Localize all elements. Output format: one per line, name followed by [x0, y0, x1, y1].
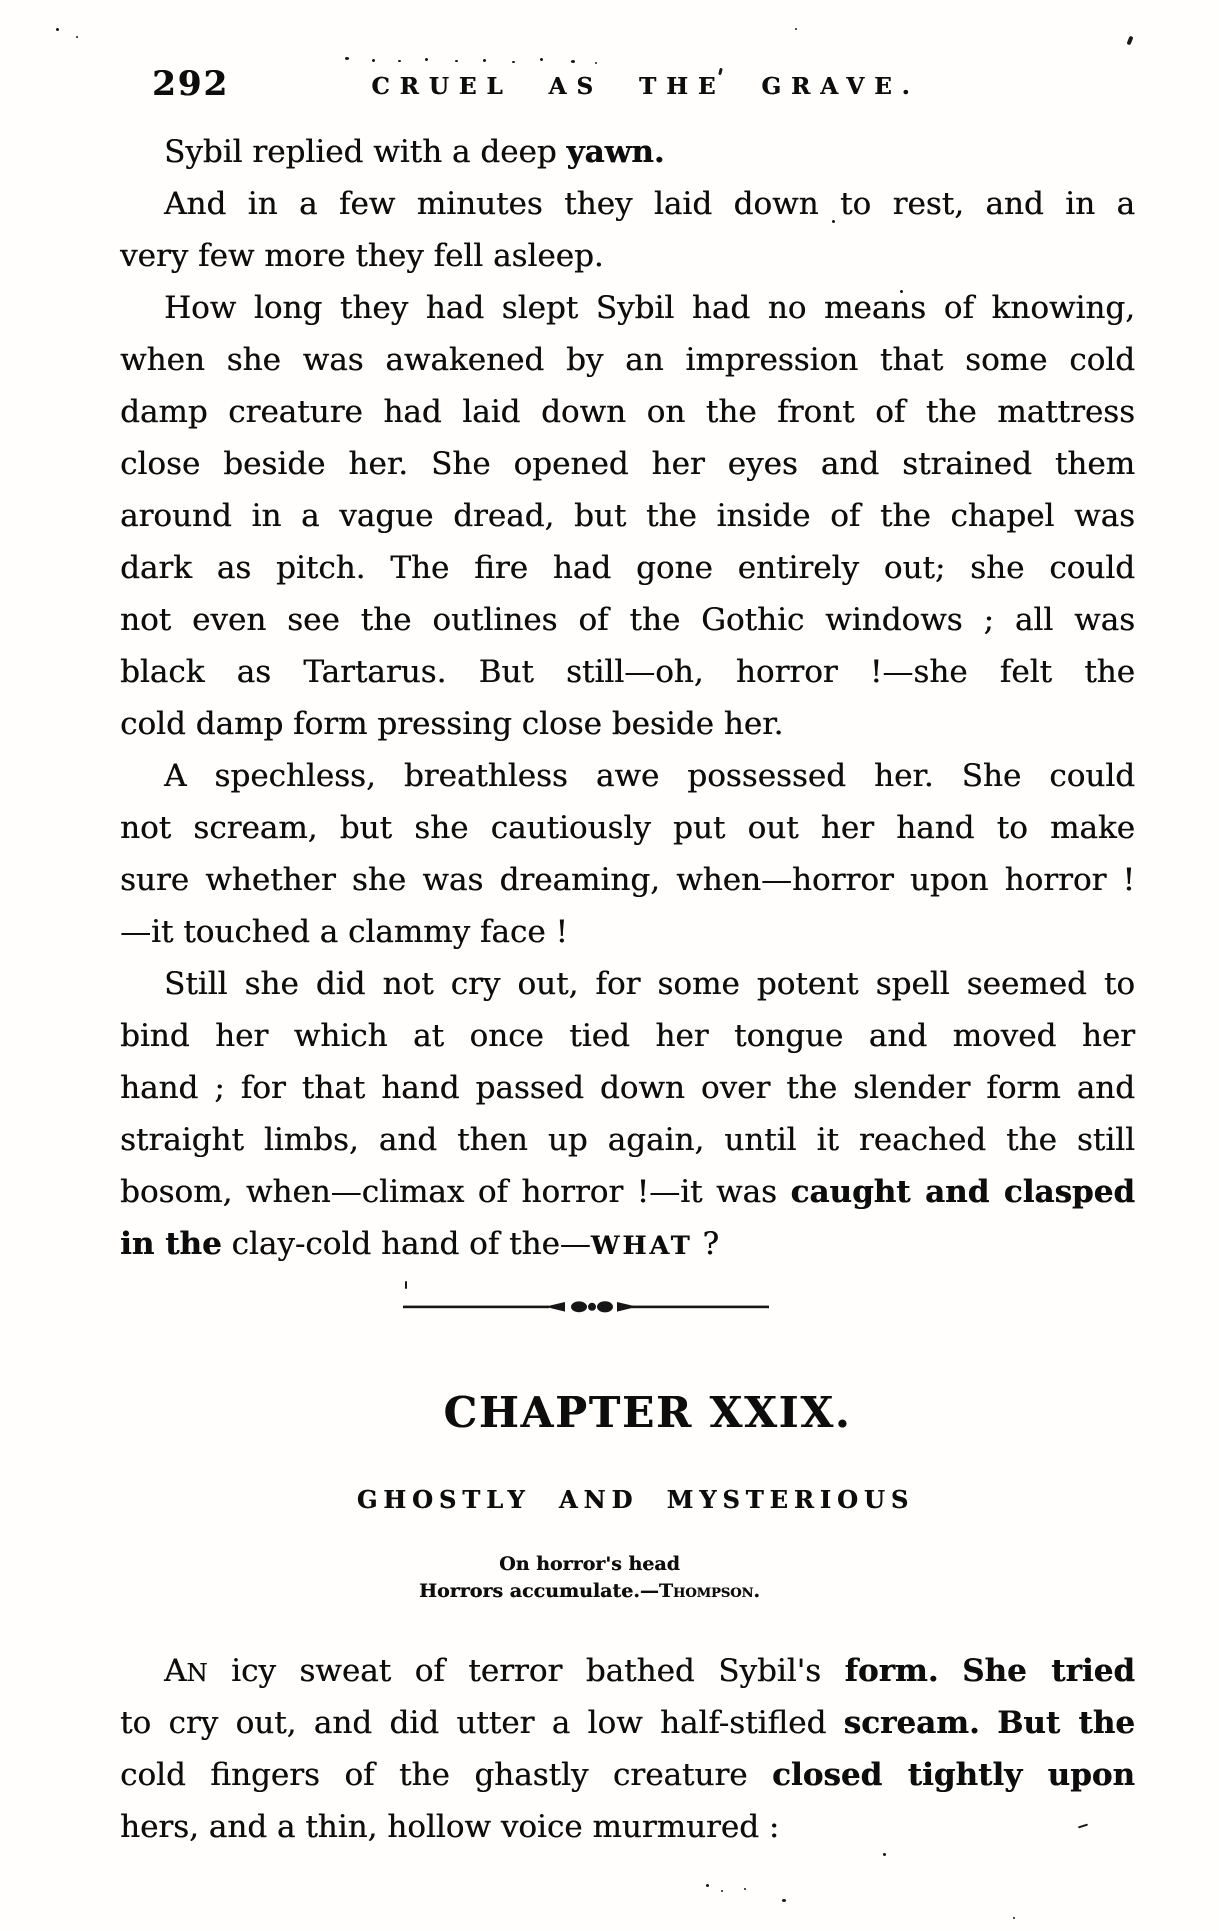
scan-speck	[512, 61, 515, 63]
text-segment: A	[164, 1653, 187, 1689]
text-segment: when she was awakened by an impression that some cold	[120, 342, 1135, 378]
text-line	[120, 958, 1135, 1010]
section-divider	[78, 1299, 1093, 1315]
scan-speck	[345, 57, 349, 60]
text-segment: Thompson.	[658, 1580, 760, 1602]
text-line	[120, 1010, 1135, 1062]
scan-speck	[455, 60, 458, 62]
text-segment: cold fingers of the ghastly creature	[120, 1757, 773, 1793]
scan-speck	[76, 36, 78, 38]
text-segment: in the	[120, 1226, 222, 1262]
scan-speck	[425, 58, 428, 61]
text-line	[120, 490, 1135, 542]
text-segment: close beside her. She opened her eyes and strained them	[120, 446, 1135, 482]
text-segment: Sybil replied with a deep	[164, 134, 567, 170]
epigraph-line	[82, 1578, 1097, 1605]
epigraph-line	[82, 1551, 1097, 1578]
text-line	[120, 1166, 1135, 1218]
scan-speck	[1013, 1917, 1015, 1919]
text-segment: straight limbs, and then up again, until it reached the still	[120, 1122, 1135, 1158]
paragraph	[120, 1645, 1135, 1853]
text-line	[120, 542, 1135, 594]
text-segment: cold damp form pressing close beside her.	[120, 706, 784, 742]
scan-speck	[540, 58, 543, 61]
chapter-epigraph	[82, 1551, 1097, 1605]
page-number: 292	[152, 64, 229, 104]
scan-speck	[1126, 36, 1133, 46]
scan-speck	[744, 1888, 746, 1890]
text-segment: Still she did not cry out, for some potent spell seemed to	[164, 966, 1135, 1002]
text-segment: She tried	[962, 1653, 1135, 1689]
text-segment: scream.	[843, 1705, 980, 1741]
text-segment: to cry out, and did utter a low half-stifled	[120, 1705, 844, 1741]
running-title: CRUEL AS THE GRAVE.	[371, 73, 920, 100]
scan-speck	[795, 28, 797, 30]
text-line	[120, 594, 1135, 646]
text-segment: N	[186, 1659, 208, 1687]
text-line	[120, 802, 1135, 854]
text-line	[120, 178, 1135, 230]
text-line	[120, 1218, 1135, 1270]
scan-speck	[883, 1853, 886, 1856]
text-segment: bosom, when—climax of horror !—it was	[120, 1174, 791, 1210]
text-segment: How long they had slept Sybil had no means of knowing,	[164, 290, 1135, 326]
scan-speck	[483, 59, 486, 62]
text-line	[120, 698, 1135, 750]
text-block	[120, 126, 1135, 1853]
chapter-title: CHAPTER XXIX.	[443, 1388, 852, 1437]
text-segment: icy sweat of terror bathed Sybil's	[207, 1653, 845, 1689]
text-line	[120, 646, 1135, 698]
text-segment: sure whether she was dreaming, when—horror upon horror !	[120, 862, 1135, 898]
text-segment: not even see the outlines of the Gothic windows ; all was	[120, 602, 1135, 638]
body-paragraphs	[120, 126, 1135, 1270]
text-segment: caught and clasped	[790, 1174, 1135, 1210]
text-line	[120, 1645, 1135, 1697]
paragraph	[120, 750, 1135, 958]
text-segment: not scream, but she cautiously put out her hand to make	[120, 810, 1135, 846]
scan-speck	[782, 1899, 786, 1902]
scan-speck	[721, 1890, 723, 1892]
text-line	[120, 438, 1135, 490]
scan-speck	[398, 60, 401, 62]
text-line	[120, 230, 1135, 282]
text-segment: yawn.	[566, 134, 665, 170]
text-segment	[939, 1653, 963, 1689]
body-paragraphs-after	[120, 1645, 1135, 1853]
text-segment: damp creature had laid down on the front of the mattress	[120, 394, 1135, 430]
text-segment: ?	[692, 1226, 720, 1262]
text-segment	[980, 1705, 997, 1741]
divider-ornament-icon	[403, 1299, 769, 1315]
scan-speck	[706, 1884, 709, 1887]
paragraph	[120, 282, 1135, 750]
text-segment: Horrors accumulate.—	[419, 1580, 659, 1602]
text-line	[120, 1801, 1135, 1853]
text-line	[120, 750, 1135, 802]
paragraph	[120, 178, 1135, 282]
text-segment: A spechless, breathless awe possessed her. She could	[164, 758, 1135, 794]
paragraph	[120, 958, 1135, 1270]
text-segment: very few more they fell asleep.	[120, 238, 604, 274]
text-segment: WHAT	[590, 1230, 693, 1260]
text-line	[120, 282, 1135, 334]
text-line	[120, 1062, 1135, 1114]
text-line	[120, 854, 1135, 906]
scan-speck	[571, 60, 575, 63]
paragraph	[120, 126, 1135, 178]
text-segment: around in a vague dread, but the inside of the chapel was	[120, 498, 1135, 534]
text-line	[120, 906, 1135, 958]
text-line	[120, 386, 1135, 438]
text-line	[120, 1114, 1135, 1166]
text-segment: closed tightly upon	[772, 1757, 1135, 1793]
text-line	[120, 126, 1135, 178]
text-segment: hers, and a thin, hollow voice murmured :	[120, 1809, 780, 1845]
text-line	[120, 334, 1135, 386]
text-segment: But the	[997, 1705, 1136, 1741]
text-segment: dark as pitch. The fire had gone entirely out; she could	[120, 550, 1135, 586]
text-line	[120, 1749, 1135, 1801]
text-segment: hand ; for that hand passed down over the slender form and	[120, 1070, 1135, 1106]
text-segment: clay-cold hand of the—	[221, 1226, 591, 1262]
chapter-subtitle: GHOSTLY AND MYSTERIOUS	[356, 1485, 915, 1514]
scan-speck	[56, 28, 59, 31]
text-segment: And in a few minutes they laid down to rest, and in a	[164, 186, 1135, 222]
scan-speck	[372, 59, 375, 62]
text-segment: —it touched a clammy face !	[120, 914, 568, 950]
text-segment: black as Tartarus. But still—oh, horror !—she felt the	[120, 654, 1135, 690]
text-line	[120, 1697, 1135, 1749]
page-header	[0, 64, 1219, 114]
text-segment: form.	[844, 1653, 939, 1689]
text-segment: On horror's head	[499, 1553, 680, 1575]
text-segment: bind her which at once tied her tongue and moved her	[120, 1018, 1135, 1054]
